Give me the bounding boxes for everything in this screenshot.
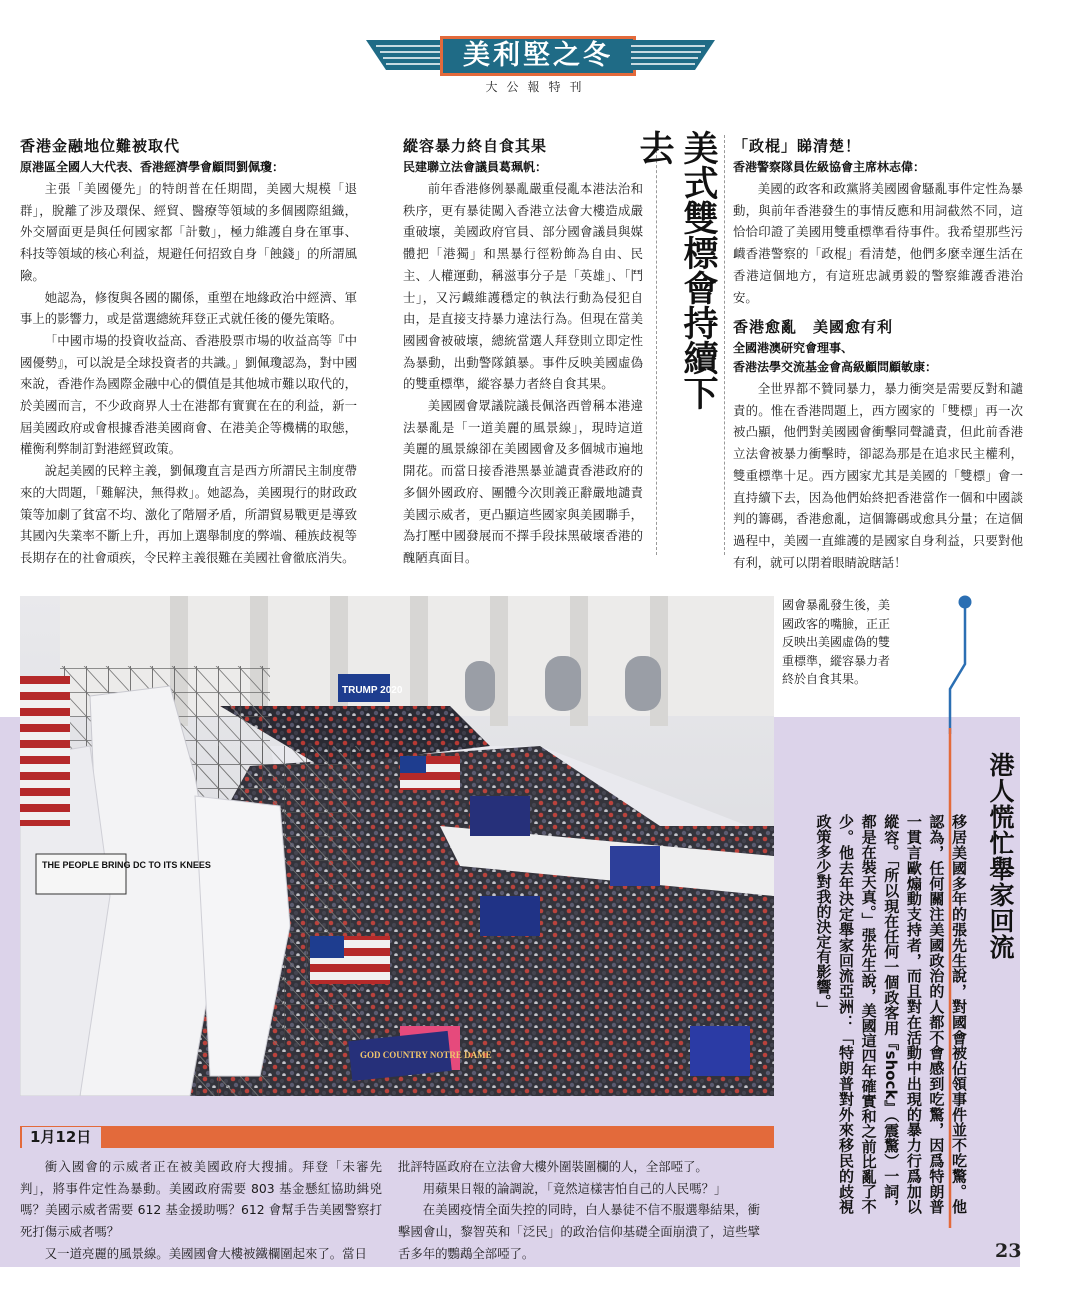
article1-paragraph: 「中國市場的投資收益高、香港股票市場的收益高等『中國優勢』，可以說是全球投資者的共識。」劉佩瓊認為，對中國來說，香港作為國際金融中心的價值是其他城市難以取代的，於美國而言，不少政商界人士在港都有實實在在的利益，新一屆美國政府或會根據香港美國商會、在港美企等機構的取態，權衡利弊制訂對港經貿政策。 [20, 332, 357, 457]
article1-paragraph: 說起美國的民粹主義，劉佩瓊直言是西方所謂民主制度帶來的大問題，「難解決，無得救」。她認為，美國現行的財政政策等加劇了貧富不均、激化了階層矛盾，所謂貿易戰更是導致其國內失業率不斷上升，再加上選舉制度的弊端、種族歧視等長期存在的社會頑疾，令民粹主義很難在美國社會徹底消失。 [20, 463, 357, 565]
date-paragraph: 又一道亮麗的風景線。美國國會大樓被鐵欄圍起來了。當日 [44, 1245, 367, 1261]
article4-body [733, 378, 1023, 573]
photo-caption: 國會暴亂發生後，美國政客的嘴臉，正正反映出美國虛偽的雙重標準，縱容暴力者終於自食其果。 [782, 598, 891, 686]
page-number: 23 [995, 1240, 1022, 1262]
article1-body [20, 178, 357, 569]
sidebar-headline: 港人慌忙舉家回流 [986, 752, 1015, 960]
article4-paragraph: 全世界都不贊同暴力，暴力衝突是需要反對和譴責的。惟在香港問題上，西方國家的「雙標」再一次被凸顯，他們對美國國會衝擊同聲譴責，但此前香港立法會被暴力衝擊時，卻認為那是在追求民主權利，雙重標準十足。西方國家尤其是美國的「雙標」會一直持續下去，因為他們始終把香港當作一個和中國談判的籌碼，香港愈亂，這個籌碼或愈具分量；在這個過程中，美國一直維護的是國家自身利益，只要對他有利，就可以閉着眼睛說瞎話！ [733, 381, 1023, 570]
article3-body [733, 178, 1023, 308]
connector-line [930, 594, 980, 734]
column-divider [656, 135, 657, 555]
lavender-panel-left [0, 717, 20, 1097]
date-paragraph: 衝入國會的示威者正在被美國政府大搜捕。拜登「未審先判」，將事件定性為暴動。美國政府需要 803 基金懸紅協助緝兇嗎？美國示威者需要 612 基金援助嗎？612 會幫手告美國警察打死打傷示威者嗎？ [20, 1159, 382, 1240]
column-divider [724, 135, 725, 555]
masthead-subtitle: 大公報特刊 [485, 80, 591, 94]
article4-byline [733, 339, 1033, 377]
date-column-right [398, 1156, 760, 1265]
banner-left-wing [366, 40, 450, 70]
article2-paragraph: 美國國會眾議院議長佩洛西曾稱本港違法暴亂是「一道美麗的風景線」，現時這道美麗的風景線卻在美國國會及多個城市遍地開花。而當日接香港黑暴並譴責香港政府的多個外國政府、團體今次則義正辭嚴地譴責美國示威者，更凸顯這些國家與美國聯手，為打壓中國發展而不擇手段抹黑破壞香港的醜陋真面目。 [403, 398, 643, 565]
capitol-riot-photo [20, 596, 774, 1096]
article2-headline: 縱容暴力終自食其果 [403, 137, 548, 155]
photo-sign-text: GOD COUNTRY NOTRE DAME [360, 1050, 492, 1060]
date-paragraph: 在美國疫情全面失控的同時，白人暴徒不信不服選舉結果，衝擊國會山，黎智英和「泛民」的政治信仰基礎全面崩潰了，這些擘舌多年的鸚鵡全部啞了。 [398, 1202, 760, 1261]
date-label: 1月12日 [22, 1127, 101, 1149]
article4-headline: 香港愈亂 美國愈有利 [733, 318, 894, 336]
article2-paragraph: 前年香港修例暴亂嚴重侵亂本港法治和秩序，更有暴徒闖入香港立法會大樓造成嚴重破壞，美國政府官員、部分國會議員與媒體把「港獨」和黑暴行徑粉飾為自由、民主、人權運動，稱滋事分子是「英雄」、「鬥士」，又污衊維護穩定的執法行動為侵犯自由，是直接支持暴力違法行為。但現在當美國國會被破壞，總統當選人拜登則立即定性為暴動，出動警隊鎮暴。事件反映美國虛偽的雙重標準，縱容暴力者終自食其果。 [403, 181, 643, 392]
article3-byline: 香港警察隊員佐級協會主席林志偉： [733, 160, 926, 174]
article1-paragraph: 她認為，修復與各國的關係，重塑在地緣政治中經濟、軍事上的影響力，或是當選總統拜登正式就任後的優先策略。 [20, 289, 357, 327]
article1-headline: 香港金融地位難被取代 [20, 137, 181, 155]
article2-byline: 民建聯立法會議員葛珮帆： [403, 160, 548, 174]
date-paragraph: 用蘋果日報的論調說，「竟然這樣害怕自己的人民嗎？」 [422, 1180, 727, 1196]
masthead-title: 美利堅之冬 [440, 36, 636, 76]
photo-flag-text: TRUMP 2020 [342, 685, 403, 696]
article3-paragraph: 美國的政客和政黨將美國國會騷亂事件定性為暴動，與前年香港發生的事情反應和用詞截然不同，這恰恰印證了美國用雙重標準看待事件。我希望那些污衊香港警察的「政棍」看清楚，他們多麼幸運生活在香港這個地方，有這班忠誠勇毅的警察維護香港治安。 [733, 181, 1023, 305]
article1-byline: 原港區全國人大代表、香港經濟學會顧問劉佩瓊： [20, 160, 285, 174]
article3-headline: 「政棍」睇清楚！ [733, 137, 862, 155]
vertical-title: 美式雙標會持續下去 [634, 130, 718, 410]
article1-paragraph: 主張「美國優先」的特朗普在任期間，美國大規模「退群」，脫離了涉及環保、經貿、醫療等領域的多個國際組織，外交層面更是與任何國家都「計數」，極力維護自身在軍事、科技等領域的核心利益，規避任何招致自身「蝕錢」的所謂風險。 [20, 181, 357, 283]
date-paragraph: 批評特區政府在立法會大樓外圍裝圍欄的人，全部啞了。 [398, 1159, 708, 1174]
sidebar-body: 移居美國多年的張先生說，對國會被佔領事件並不吃驚。他認為，任何關注美國政治的人都不會感到吃驚，因爲特朗普一貫言歐煽動支持者，而且對在活動中出現的暴力行爲加以縱容。「所以現在任何一個政客用『shock』（震驚）一詞，都是在裝天真。」張先生說，美國這四年確實和之前比亂了不少。他去年決定舉家回流亞洲：「特朗普對外來移民的歧視政策多少對我的決定有影響。」 [814, 814, 968, 1214]
date-column-left [20, 1156, 382, 1265]
article4-byline-line: 全國港澳研究會理事、 [733, 341, 854, 355]
banner-right-wing [631, 40, 715, 70]
photo-banner-text: THE PEOPLE BRING DC TO ITS KNEES [42, 860, 211, 870]
article2-body [403, 178, 643, 569]
article4-byline-line: 香港法學交流基金會高級顧問顧敏康： [733, 360, 938, 374]
date-bar [20, 1126, 774, 1148]
